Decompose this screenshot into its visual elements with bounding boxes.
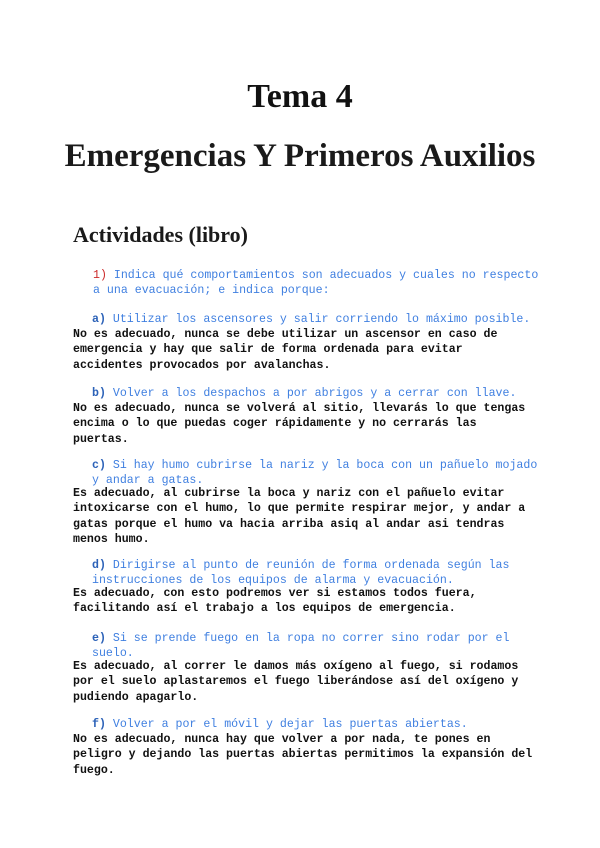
question-line: [92, 386, 517, 401]
question-text: Si hay humo cubrirse la nariz y la boca con un pañuelo mojado: [112, 459, 538, 472]
page-title: Tema 4: [247, 78, 353, 115]
answer-line: No es adecuado, nunca hay que volver a por nada, te pones en: [73, 733, 491, 746]
question-text: Volver a los despachos a por abrigos y a cerrar con llave.: [112, 387, 517, 400]
answer-line: fuego.: [73, 763, 115, 777]
answer-line: por el suelo aplastaremos el fuego liberándose así del oxígeno y: [73, 675, 519, 689]
question-text: Volver a por el móvil y dejar las puertas abiertas.: [112, 718, 468, 731]
intro-question-text: a una evacuación; e indica porque:: [93, 284, 330, 298]
item-marker: e): [92, 632, 106, 645]
item-e-question: [0, 631, 509, 662]
answer-line: facilitando así el trabajo a los equipos de emergencia.: [73, 602, 456, 616]
answer-line: emergencia y hay que salir de forma ordenada para evitar: [73, 343, 463, 357]
item-e-answer: [0, 659, 518, 705]
question-line: [92, 312, 531, 327]
answer-line: intoxicarse con el humo, lo que permite respirar mejor, y andar a: [73, 502, 526, 516]
question-text: Dirigirse al punto de reunión de forma ordenada según las: [112, 559, 510, 572]
intro-question-text: Indica qué comportamientos son adecuados y cuales no respecto: [113, 269, 539, 282]
section-heading: Actividades (libro): [73, 222, 248, 247]
answer-line: accidentes provocados por avalanchas.: [73, 358, 331, 372]
item-b-question: [0, 386, 516, 401]
question-text: y andar a gatas.: [92, 474, 204, 488]
intro-question-line: [93, 283, 538, 298]
item-c-answer: [0, 486, 525, 548]
item-a-answer: [0, 327, 497, 373]
question-line: [92, 631, 510, 646]
answer-line: menos humo.: [73, 533, 150, 547]
item-marker: d): [92, 559, 106, 572]
question-number: 1): [93, 269, 107, 282]
question-text: Utilizar los ascensores y salir corriendo lo máximo posible.: [112, 313, 531, 326]
item-c-question: [0, 458, 537, 489]
answer-line: Es adecuado, con esto podremos ver si estamos todos fuera,: [73, 587, 477, 600]
question-text: Si se prende fuego en la ropa no correr sino rodar por el: [112, 632, 510, 645]
item-marker: c): [92, 459, 106, 472]
question-text: instrucciones de los equipos de alarma y evacuación.: [92, 574, 454, 588]
answer-line: No es adecuado, nunca se volverá al sitio, llevarás lo que tengas: [73, 402, 526, 415]
page-subtitle: Emergencias Y Primeros Auxilios: [64, 138, 536, 174]
item-marker: b): [92, 387, 106, 400]
question-line: [92, 458, 538, 473]
answer-line: Es adecuado, al correr le damos más oxígeno al fuego, si rodamos: [73, 660, 519, 673]
item-d-question: [0, 558, 509, 589]
answer-line: encima o lo que puedas coger rápidamente y no cerrarás las: [73, 417, 477, 431]
item-f-answer: [0, 732, 532, 778]
item-d-answer: [0, 586, 477, 617]
answer-line: pudiendo apagarlo.: [73, 690, 199, 704]
intro-question: [0, 268, 538, 299]
answer-line: peligro y dejando las puertas abiertas permitimos la expansión del: [73, 748, 533, 762]
question-line: [92, 558, 510, 573]
item-marker: f): [92, 718, 106, 731]
item-a-question: [0, 312, 530, 327]
intro-question-line: [93, 268, 539, 283]
answer-line: gatas porque el humo va hacia arriba asiq al andar asi tendras: [73, 517, 505, 531]
item-b-answer: [0, 401, 525, 447]
answer-line: No es adecuado, nunca se debe utilizar un ascensor en caso de: [73, 328, 498, 341]
item-f-question: [0, 717, 468, 732]
question-line: [92, 717, 468, 732]
item-marker: a): [92, 313, 106, 326]
answer-line: puertas.: [73, 432, 129, 446]
answer-line: Es adecuado, al cubrirse la boca y nariz con el pañuelo evitar: [73, 487, 505, 500]
question-text: suelo.: [92, 647, 134, 661]
